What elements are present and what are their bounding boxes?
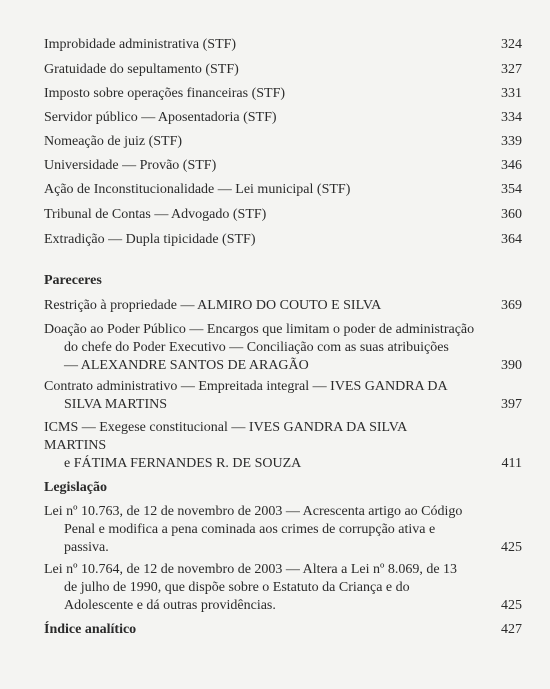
toc-entry-title: Imposto sobre operações financeiras (STF): [44, 86, 286, 101]
toc-entry-title-line: ICMS — Exegese constitucional — IVES GANDRA DA SILVA MARTINS: [44, 420, 407, 453]
toc-entry: [44, 321, 522, 375]
toc-entry-title: Índice analítico: [44, 622, 137, 637]
toc-entry-page: 327: [501, 62, 522, 77]
toc-entry-page: 360: [501, 207, 522, 222]
section-heading-pareceres: Pareceres: [44, 273, 102, 288]
toc-entry-page: 346: [501, 158, 522, 173]
toc-entry-title: Servidor público — Aposentadoria (STF): [44, 110, 277, 125]
toc-entry-title-line: Lei nº 10.764, de 12 de novembro de 2003 — Altera a Lei nº 8.069, de 13: [44, 562, 458, 577]
toc-entry-title-line: Lei nº 10.763, de 12 de novembro de 2003 — Acrescenta artigo ao Código: [44, 504, 463, 519]
toc-entry-page: 324: [501, 37, 522, 52]
toc-entry-title-line: Adolescente e dá outras providências.: [64, 598, 276, 613]
toc-entry-title-line: SILVA MARTINS: [64, 397, 168, 412]
toc-entry-title-line: e FÁTIMA FERNANDES R. DE SOUZA: [64, 456, 302, 471]
toc-entry-page: 354: [501, 182, 522, 197]
toc-entry: [44, 157, 522, 175]
toc-entry-title: Improbidade administrativa (STF): [44, 37, 237, 52]
toc-entry-title: Nomeação de juiz (STF): [44, 134, 183, 149]
toc-entry-title-line: Penal e modifica a pena cominada aos crimes de corrupção ativa e: [64, 522, 436, 537]
toc-entry-title: Restrição à propriedade — ALMIRO DO COUTO E SILVA: [44, 298, 382, 313]
section-heading-legislacao: Legislação: [44, 480, 107, 495]
toc-entry: [44, 133, 522, 151]
toc-entry-page: 339: [501, 134, 522, 149]
toc-entry-title-line: passiva.: [64, 540, 109, 555]
toc-entry: [44, 419, 522, 473]
toc-entry: [44, 85, 522, 103]
toc-entry: [44, 297, 522, 315]
toc-entry-title: Tribunal de Contas — Advogado (STF): [44, 207, 267, 222]
toc-entry: [44, 36, 522, 54]
toc-entry: [44, 503, 522, 557]
toc-entry-title: Gratuidade do sepultamento (STF): [44, 62, 239, 77]
toc-entry-page: 369: [501, 298, 522, 313]
toc-entry-title-line: do chefe do Poder Executivo — Conciliação com as suas atribuições: [64, 340, 449, 355]
toc-entry-page: 425: [501, 540, 522, 555]
toc-entry-page: 397: [501, 397, 522, 412]
toc-entry-page: 364: [501, 232, 522, 247]
toc-entry: [44, 61, 522, 79]
toc-entry-title-line: de julho de 1990, que dispõe sobre o Estatuto da Criança e do: [64, 580, 410, 595]
toc-entry-title: Extradição — Dupla tipicidade (STF): [44, 232, 256, 247]
toc-entry-title: Ação de Inconstitucionalidade — Lei municipal (STF): [44, 182, 351, 197]
toc-entry: [44, 378, 522, 414]
toc-entry-title-line: Contrato administrativo — Empreitada integral — IVES GANDRA DA: [44, 379, 448, 394]
toc-entry-page: 425: [501, 598, 522, 613]
toc-entry-page: 331: [501, 86, 522, 101]
toc-entry-indice: [44, 621, 522, 639]
toc-entry: [44, 206, 522, 224]
toc-entry: [44, 181, 522, 199]
toc-entry-title-line: — ALEXANDRE SANTOS DE ARAGÃO: [64, 358, 309, 373]
toc-entry-title: Universidade — Provão (STF): [44, 158, 217, 173]
toc-entry: [44, 561, 522, 615]
toc-entry-page: 411: [501, 456, 522, 471]
toc-entry-page: 427: [501, 622, 522, 637]
toc-entry: [44, 231, 522, 249]
toc-entry-page: 334: [501, 110, 522, 125]
toc-entry-page: 390: [501, 358, 522, 373]
toc-entry-title-line: Doação ao Poder Público — Encargos que limitam o poder de administração: [44, 322, 475, 337]
toc-entry: [44, 109, 522, 127]
